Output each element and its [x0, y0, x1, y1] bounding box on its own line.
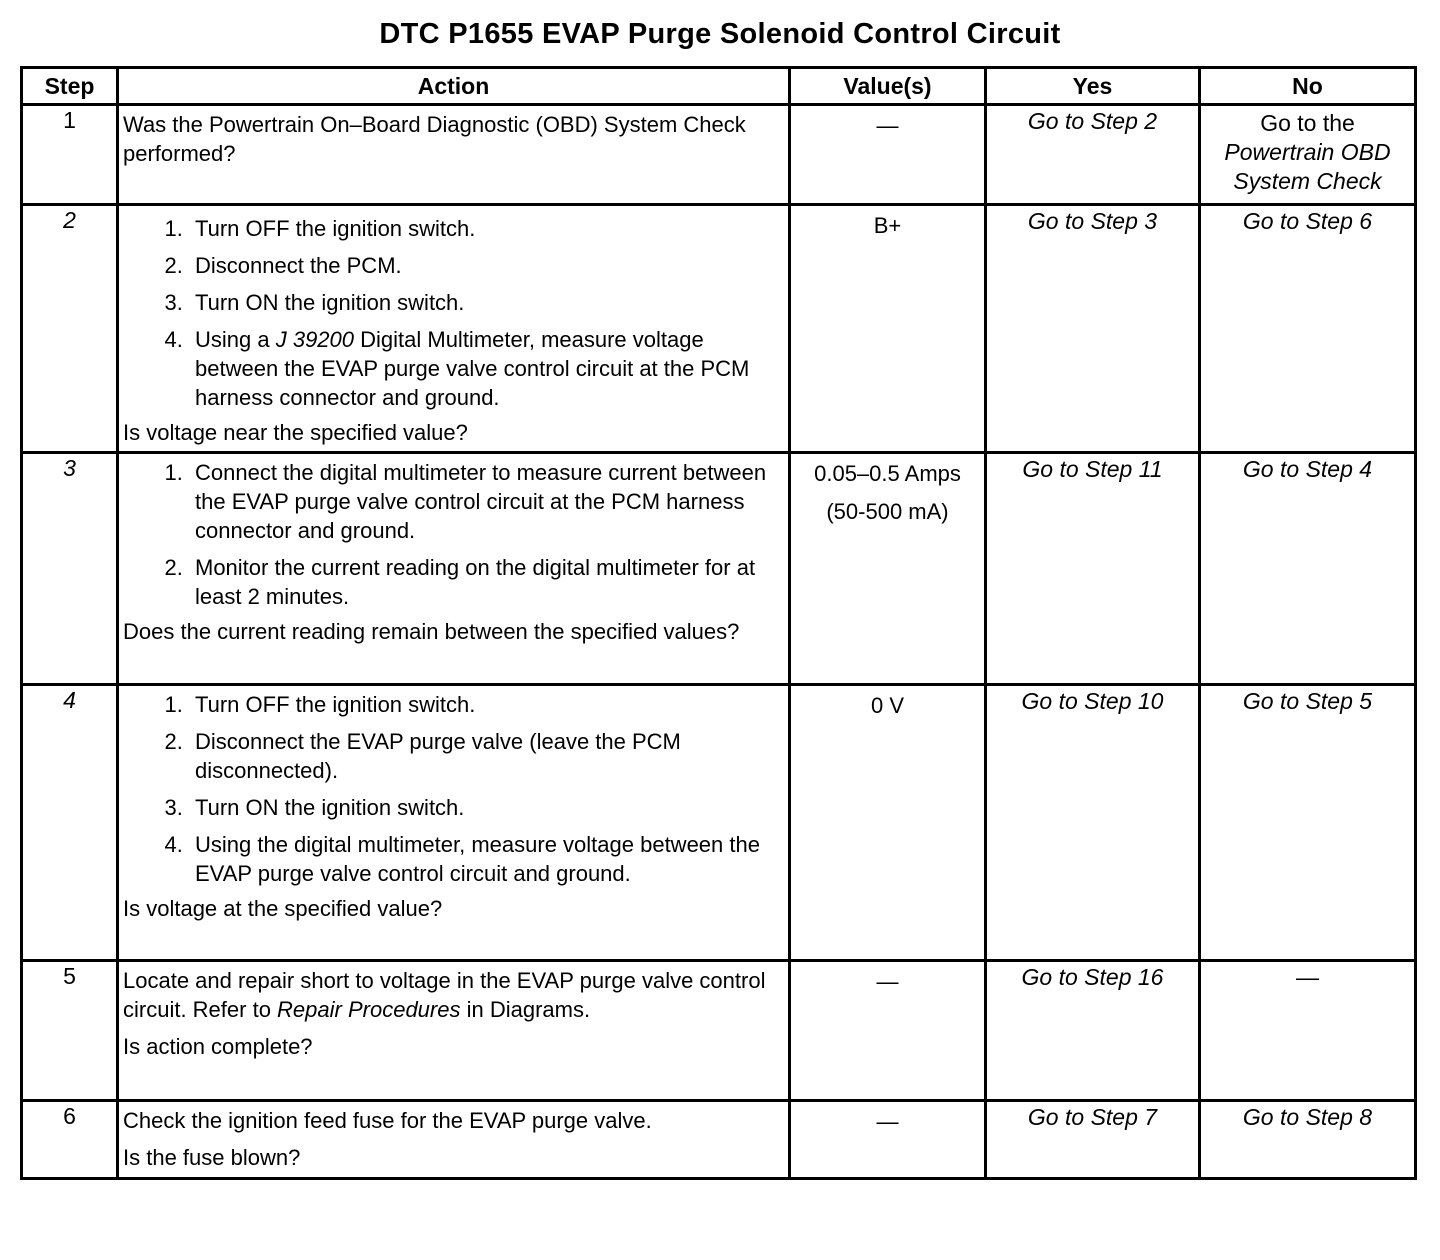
yes-cell: Go to Step 10	[986, 685, 1200, 961]
header-step: Step	[22, 68, 118, 105]
step-number: 6	[22, 1101, 118, 1179]
step-number: 4	[22, 685, 118, 961]
header-yes: Yes	[986, 68, 1200, 105]
value-cell: B+	[790, 205, 986, 453]
table-row	[22, 105, 1416, 205]
no-cell	[1200, 105, 1416, 205]
yes-cell: Go to Step 7	[986, 1101, 1200, 1179]
page-title: DTC P1655 EVAP Purge Solenoid Control Circuit	[379, 18, 1061, 50]
yes-cell: Go to Step 11	[986, 453, 1200, 685]
action-cell	[118, 685, 790, 961]
header-no: No	[1200, 68, 1416, 105]
no-cell: Go to Step 6	[1200, 205, 1416, 453]
step-number: 5	[22, 961, 118, 1101]
instruction-text: Check the ignition feed fuse for the EVAP purge valve.	[123, 1108, 652, 1133]
instruction-text	[123, 966, 782, 1024]
no-lead-text: Go to the	[1260, 109, 1355, 136]
action-item: 2. Monitor the current reading on the digital multimeter for at least 2 minutes.	[189, 553, 782, 611]
question-text: Is action complete?	[123, 1034, 313, 1059]
value-cell: 0 V	[790, 685, 986, 961]
action-item: 2. Disconnect the EVAP purge valve (leave the PCM disconnected).	[189, 727, 782, 785]
table-row	[22, 1101, 1416, 1179]
table-row	[22, 453, 1416, 685]
action-item: 1. Connect the digital multimeter to measure current between the EVAP purge valve control circuit at the PCM harness connector and ground.	[189, 458, 782, 545]
no-cell: Go to Step 8	[1200, 1101, 1416, 1179]
action-cell	[118, 105, 790, 205]
table-row	[22, 205, 1416, 453]
table-row	[22, 961, 1416, 1101]
diagnostic-table	[20, 66, 1417, 1180]
question-text: Is voltage at the specified value?	[123, 896, 443, 921]
table-header-row	[22, 68, 1416, 105]
value-line: 0.05–0.5 Amps	[814, 461, 961, 486]
action-item	[189, 325, 782, 412]
action-item-mid: Digital Multimeter, measure voltage	[354, 327, 704, 352]
action-item: 4. Using the digital multimeter, measure voltage between the EVAP purge valve control circuit and ground.	[189, 830, 782, 888]
question-text: Is voltage near the specified value?	[123, 420, 468, 445]
action-cell	[118, 961, 790, 1101]
action-item: 1. Turn OFF the ignition switch.	[189, 214, 782, 243]
value-cell: —	[790, 105, 986, 205]
action-list	[123, 458, 782, 611]
question-text: Is the fuse blown?	[123, 1145, 301, 1170]
step-number: 3	[22, 453, 118, 685]
action-item: 2. Disconnect the PCM.	[189, 251, 782, 280]
tool-reference: J 39200	[275, 327, 355, 352]
no-reference-text: Powertrain OBD System Check	[1224, 138, 1391, 194]
repair-procedures-reference: Repair Procedures	[277, 997, 461, 1022]
question-text: Does the current reading remain between the specified values?	[123, 619, 740, 644]
action-item-prefix: Using a	[195, 327, 276, 352]
header-values: Value(s)	[790, 68, 986, 105]
value-cell	[790, 453, 986, 685]
instruction-part: Locate and repair short to voltage in the EVAP purge valve control circuit. Refer to	[123, 968, 766, 1022]
no-cell: —	[1200, 961, 1416, 1101]
question-text: Was the Powertrain On–Board Diagnostic (OBD) System Check performed?	[123, 112, 746, 166]
action-item: 3. Turn ON the ignition switch.	[189, 793, 782, 822]
table-row	[22, 685, 1416, 961]
no-cell: Go to Step 4	[1200, 453, 1416, 685]
step-number: 2	[22, 205, 118, 453]
yes-cell: Go to Step 3	[986, 205, 1200, 453]
action-item: 1. Turn OFF the ignition switch.	[189, 690, 782, 719]
value-line: (50-500 mA)	[826, 499, 949, 524]
header-action: Action	[118, 68, 790, 105]
instruction-part: in Diagrams.	[460, 997, 591, 1022]
action-list	[123, 690, 782, 888]
yes-cell: Go to Step 2	[986, 105, 1200, 205]
action-item-rest: between the EVAP purge valve control circuit at the PCM harness connector and ground.	[195, 356, 750, 410]
action-item: 3. Turn ON the ignition switch.	[189, 288, 782, 317]
value-cell: —	[790, 1101, 986, 1179]
value-cell: —	[790, 961, 986, 1101]
action-cell	[118, 453, 790, 685]
no-cell: Go to Step 5	[1200, 685, 1416, 961]
yes-cell: Go to Step 16	[986, 961, 1200, 1101]
action-cell	[118, 1101, 790, 1179]
action-cell	[118, 205, 790, 453]
step-number: 1	[22, 105, 118, 205]
action-list	[123, 214, 782, 412]
